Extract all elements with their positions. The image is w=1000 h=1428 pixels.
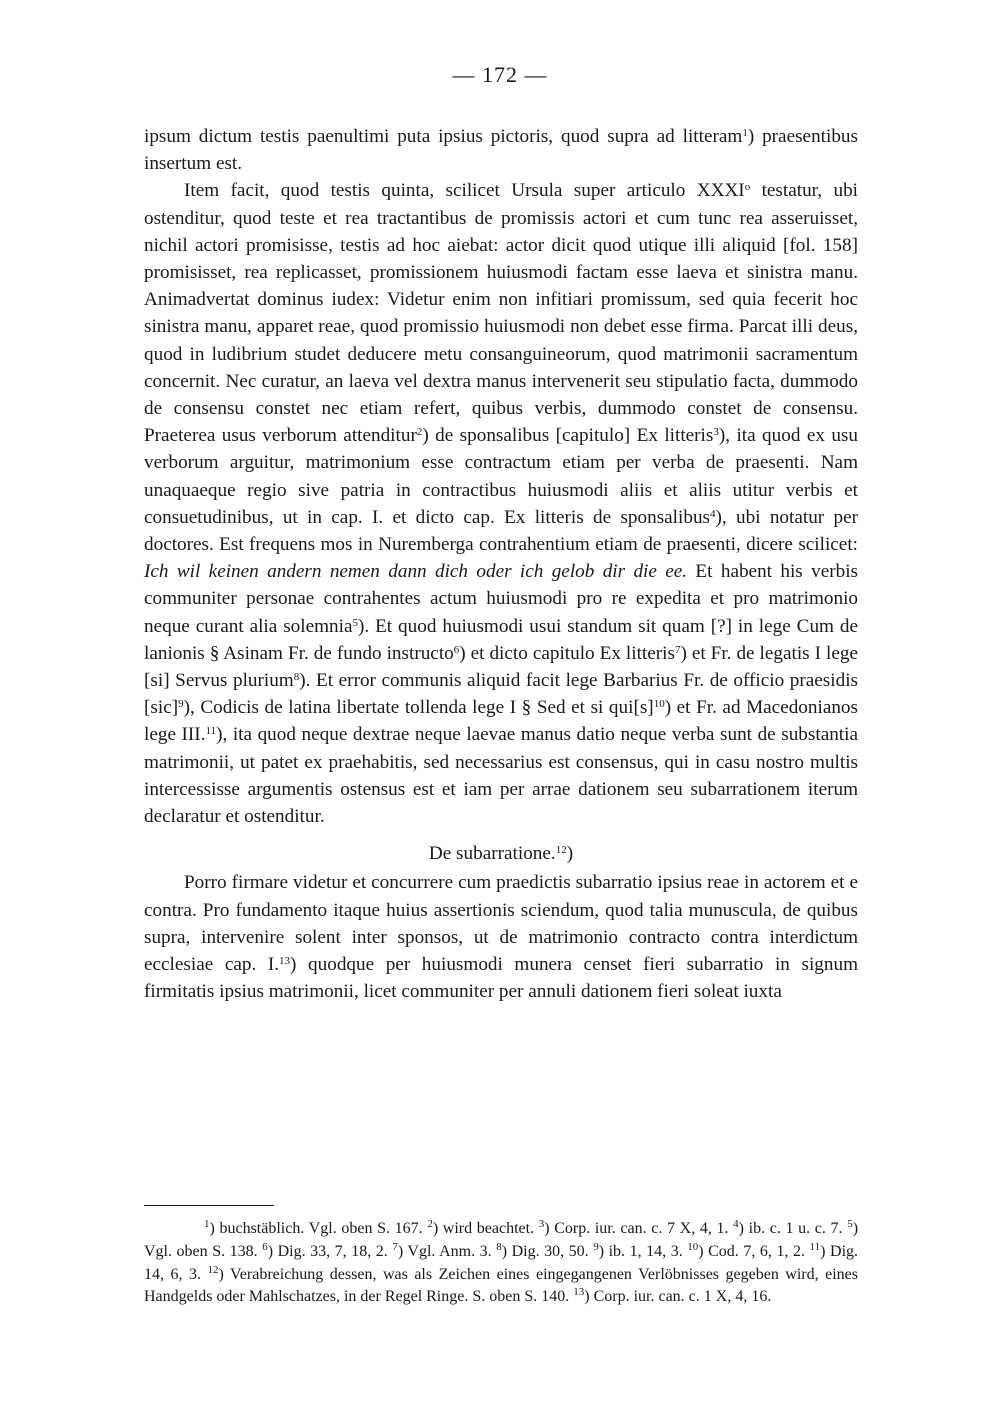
footnote-ref: 5 — [352, 616, 358, 629]
footnote-ref: 12 — [555, 844, 567, 857]
footnote-text: ) ib. c. 1 u. c. 7. — [738, 1220, 848, 1237]
footnote-number: 5 — [847, 1218, 853, 1230]
footnote-number: 13 — [573, 1286, 585, 1299]
text-run: ). Et quod huiusmodi usui standum sit quam [?] in lege Cum de lanionis § Asinam Fr. de fundo instructo — [144, 615, 858, 664]
paragraph-2 — [144, 177, 858, 830]
footnote-text: ) Dig. 33, 7, 18, 2. — [267, 1242, 393, 1260]
footnote-ref: 8 — [293, 671, 300, 684]
text-run: ). Et error communis aliquid facit lege Barbarius Fr. de officio praesidis [sic] — [144, 670, 858, 719]
footnote-ref: 13 — [279, 955, 291, 968]
text-run: ), ita quod ex usu verborum arguitur, matrimonium esse contractum etiam per verba de praesenti. Nam unaquaeque regio sive patria in contractibus huiusmodi aliis et aliis utitur verbis et consuetudinibus, ut in cap. I. et dicto cap. Ex litteris de sponsalibus — [144, 425, 858, 528]
footnote-ref: 10 — [653, 698, 665, 711]
text-run: ), ita quod neque dextrae neque laevae manus datio neque verba sunt de substantia matrimonii, ut patet ex praehabitis, sed necessarius est consensus, qui in casu nostro multis intercessisse argumentis ostensus est et iam per arrae dationem seu subarrationem iterum declaratur et ostenditur. — [144, 724, 858, 828]
footnote-text: ) Corp. iur. can. c. 7 X, 4, 1. — [544, 1220, 734, 1237]
text-run: ) et Fr. de legatis I lege [si] Servus plurium — [144, 642, 858, 692]
heading-close: ) — [566, 843, 574, 865]
footnote-divider — [144, 1205, 274, 1206]
section-heading — [144, 840, 858, 867]
footnote-text: ) ib. 1, 14, 3. — [598, 1242, 688, 1260]
text-run: ) et dicto capitulo Ex litteris — [459, 642, 675, 664]
footnote-text: ) Dig. 30, 50. — [501, 1242, 594, 1260]
footnote-number: 4 — [733, 1218, 739, 1230]
footnote-number: 11 — [809, 1240, 821, 1253]
footnote-text: ) Verabreichung dessen, was als Zeichen eines eingegangenen Verlöbnisses gegeben wird, eines Handgelds oder Mahlschatzes, in der Regel Ringe. S. oben S. 140. — [144, 1265, 859, 1306]
text-run: ) praesentibus insertum est. — [144, 126, 858, 175]
footnote-number: 7 — [392, 1240, 398, 1253]
text-run: Porro firmare videtur et concurrere cum praedictis subarratio ipsius reae in actorem et e contra. Pro fundamento itaque huius assertionis sciendum, quod talia munuscula, de quibus supra, intervenire solent inter sponsos, ut de matrimonio contracto contra interdictum ecclesiae cap. I. — [144, 872, 858, 976]
footnote-number: 2 — [427, 1218, 433, 1230]
text-run: Item facit, quod testis quinta, scilicet Ursula super articulo XXXI — [184, 180, 745, 202]
ordinal-marker: o — [744, 181, 751, 194]
footnote-ref: 2 — [416, 426, 423, 439]
text-run: ), ubi notatur per doctores. Est frequens mos in Nuremberga contrahentium etiam de praesenti, dicere scilicet: — [144, 506, 858, 556]
text-run: ) et Fr. ad Macedonianos lege III. — [144, 697, 858, 746]
footnote-number: 12 — [207, 1263, 219, 1276]
footnote-number: 9 — [593, 1240, 599, 1253]
footnote-ref: 3 — [713, 426, 719, 439]
paragraph-1 — [144, 123, 858, 177]
footnote-number: 10 — [687, 1240, 699, 1253]
footnote-text: ) Corp. iur. can. c. 1 X, 4, 16. — [584, 1288, 772, 1306]
footnote-ref: 6 — [453, 643, 460, 656]
text-run: ipsum dictum testis paenultimi puta ipsius pictoris, quod supra ad litteram — [144, 126, 743, 147]
footnote-block — [144, 1218, 858, 1309]
text-run: ) de sponsalibus [capitulo] Ex litteris — [422, 425, 714, 447]
main-text — [144, 123, 858, 1006]
footnote-text: ) wird beachtet. — [432, 1220, 539, 1237]
footnotes — [144, 1218, 858, 1309]
heading-text: De subarratione. — [428, 843, 556, 865]
footnote-text: ) Vgl. oben S. 138. — [144, 1220, 859, 1260]
paragraph-3 — [144, 869, 858, 1005]
footnote-ref: 11 — [205, 725, 217, 738]
text-run: ) quodque per huiusmodi munera censet fieri subarratio in signum firmitatis ipsius matrimonii, licet communiter per annuli dationem fieri soleat iuxta — [144, 954, 859, 1003]
text-run: testatur, ubi ostenditur, quod teste et rea tractantibus de promissis actori et cum tunc rea asseruisset, nichil actori promisisse, testis ad hoc aiebat: actor dicit quod utique illi aliquid [fol. 158] promisisset, rea replicasset, promissionem huiusmodi factam esse laeva et sinistra manu. Animadvertat dominus iudex: Videtur enim non infitiari promissum, sed quia fecerit hoc sinistra manu, apparet reae, quod promissio huiusmodi non debet esse firma. Parcat illi deus, quod in ludibrium studet deducere metu consanguineorum, quod matrimonii sacramentum concernit. Nec curatur, an laeva vel dextra manus intervenerit seu stipulatio facta, dummodo de consensu constet nec etiam refert, quibus verbis, dummodo constet de consensu. Praeterea usus verborum attenditur — [144, 180, 858, 447]
footnote-ref: 1 — [742, 127, 748, 139]
footnote-number: 6 — [262, 1240, 268, 1253]
footnote-text: ) Dig. 14, 6, 3. — [144, 1242, 859, 1283]
footnote-text: ) Cod. 7, 6, 1, 2. — [698, 1242, 810, 1260]
footnote-text: ) buchstäblich. Vgl. oben S. 167. — [209, 1220, 428, 1237]
footnote-text: ) Vgl. Anm. 3. — [397, 1242, 497, 1260]
text-run: Et habent his verbis communiter personae contrahentes actum huiusmodi pro re expedita et pro matrimonio neque curant alia solemnia — [144, 561, 858, 637]
footnote-ref: 4 — [710, 507, 716, 520]
footnote-number: 3 — [538, 1218, 545, 1230]
page-number: — 172 — — [452, 62, 548, 87]
footnote-ref: 7 — [674, 643, 681, 656]
text-run: ), Codicis de latina libertate tollenda lege I § Sed et si qui[s] — [183, 697, 654, 719]
footnote-number: 8 — [496, 1240, 502, 1253]
german-quote: Ich wil keinen andern nemen dann dich oder ich gelob dir die ee. — [144, 561, 688, 583]
footnote-number: 1 — [204, 1218, 210, 1230]
footnote-ref: 9 — [178, 698, 184, 711]
